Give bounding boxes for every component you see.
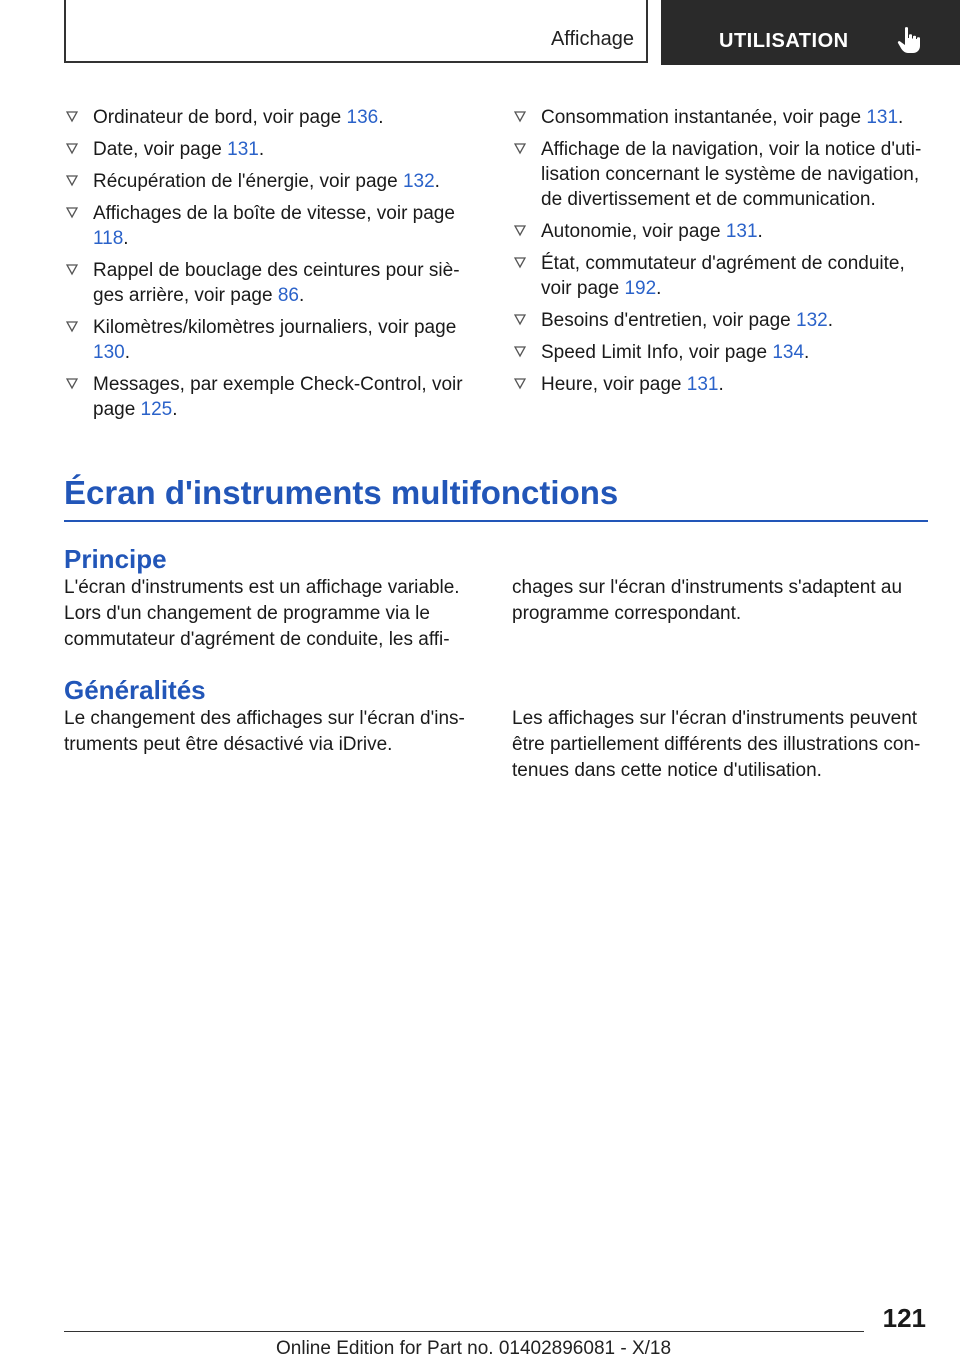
- header-section-title: Affichage: [550, 28, 634, 50]
- hand-pointer-icon: [897, 26, 921, 54]
- generalites-text-left: Le changement des affichages sur l'écran d'instruments peut être désactivé via iDrive.: [64, 708, 465, 755]
- list-item-end: .: [298, 285, 305, 306]
- generalites-heading: Généralités: [64, 675, 206, 705]
- list-item-end: .: [258, 139, 265, 160]
- page-link[interactable]: 131: [686, 374, 719, 395]
- list-item: [512, 308, 928, 333]
- main-section-title: Écran d'instruments multifonctions: [64, 474, 928, 522]
- right-bullet-list: [512, 105, 928, 397]
- list-item-text: Affichages de la boîte de vitesse, voir page: [93, 203, 455, 224]
- list-item-text: Autonomie, voir page: [541, 221, 726, 242]
- list-item-end: .: [172, 399, 178, 420]
- list-item: [512, 219, 928, 244]
- page-link[interactable]: 131: [866, 107, 899, 128]
- list-item-text: Ordinateur de bord, voir page: [93, 107, 347, 128]
- triangle-bullet-icon: [66, 207, 78, 219]
- header-chapter-box: [661, 0, 960, 65]
- page-link[interactable]: 131: [725, 221, 758, 242]
- list-item-end: .: [898, 107, 904, 128]
- list-item-text: État, commutateur d'agrément de conduite, voir page: [541, 253, 905, 299]
- list-item-end: .: [124, 342, 130, 363]
- list-item-text: Consommation instantanée, voir page: [541, 107, 867, 128]
- triangle-bullet-icon: [66, 264, 78, 276]
- page-link[interactable]: 118: [93, 228, 124, 249]
- page-link[interactable]: 125: [140, 399, 173, 420]
- list-item-text: Messages, par exemple Check-Control, voir page: [93, 374, 463, 420]
- triangle-bullet-icon: [66, 175, 78, 187]
- page-link[interactable]: 86: [277, 285, 299, 306]
- list-item-text: Heure, voir page: [541, 374, 687, 395]
- list-item-end: .: [827, 310, 833, 331]
- page-link[interactable]: 130: [93, 342, 125, 363]
- page-link[interactable]: 132: [402, 171, 435, 192]
- list-item: [512, 251, 928, 301]
- list-item-end: .: [656, 278, 662, 299]
- left-bullet-list-column: [64, 105, 474, 429]
- list-item: [512, 105, 928, 130]
- triangle-bullet-icon: [514, 111, 526, 123]
- page-link[interactable]: 131: [227, 139, 259, 160]
- list-item: [64, 258, 474, 308]
- list-item: [64, 315, 474, 365]
- page-link[interactable]: 132: [796, 310, 828, 331]
- list-item-text: Affichage de la navigation, voir la notice d'utilisation concernant le système de navigation, de divertissement et de communication.: [541, 139, 922, 210]
- list-item-end: .: [757, 221, 763, 242]
- triangle-bullet-icon: [514, 378, 526, 390]
- list-item-text: Kilomètres/kilomètres journaliers, voir page: [93, 317, 457, 338]
- page-link[interactable]: 192: [624, 278, 657, 299]
- list-item-end: .: [378, 107, 384, 128]
- list-item-text: Rappel de bouclage des ceintures pour sièges arrière, voir page: [93, 260, 460, 306]
- triangle-bullet-icon: [514, 225, 526, 237]
- list-item-end: .: [718, 374, 724, 395]
- list-item: [512, 137, 928, 212]
- triangle-bullet-icon: [66, 378, 78, 390]
- list-item-end: .: [804, 342, 810, 363]
- generalites-text-right: Les affichages sur l'écran d'instruments peuvent être partiellement différents des illustrations contenues dans cette notice d'utilisation.: [512, 708, 921, 781]
- page-number: 121: [882, 1303, 926, 1333]
- header-section-box: [64, 0, 648, 63]
- list-item: [64, 137, 474, 162]
- list-item: [512, 372, 928, 397]
- list-item-text: Speed Limit Info, voir page: [541, 342, 773, 363]
- triangle-bullet-icon: [514, 143, 526, 155]
- principe-text-left: L'écran d'instruments est un affichage variable. Lors d'un changement de programme via le commutateur d'agrément de conduite, les affi-: [64, 577, 460, 650]
- header-chapter-title: UTILISATION: [719, 30, 849, 52]
- triangle-bullet-icon: [514, 314, 526, 326]
- triangle-bullet-icon: [66, 143, 78, 155]
- principe-heading: Principe: [64, 544, 167, 574]
- triangle-bullet-icon: [66, 321, 78, 333]
- list-item-text: Besoins d'entretien, voir page: [541, 310, 797, 331]
- principe-text-right: chages sur l'écran d'instruments s'adaptent au programme correspondant.: [512, 577, 903, 624]
- list-item-end: .: [434, 171, 440, 192]
- page-link[interactable]: 136: [346, 107, 379, 128]
- list-item: [64, 201, 474, 251]
- triangle-bullet-icon: [514, 346, 526, 358]
- left-bullet-list: [64, 105, 474, 422]
- list-item: [64, 169, 474, 194]
- edition-text: Online Edition for Part no. 01402896081 - X/18: [276, 1338, 672, 1359]
- list-item: [512, 340, 928, 365]
- list-item-end: .: [123, 228, 129, 249]
- list-item-text: Date, voir page: [93, 139, 228, 160]
- list-item: [64, 372, 474, 422]
- footer-divider: [64, 1331, 864, 1332]
- triangle-bullet-icon: [514, 257, 526, 269]
- right-bullet-list-column: [512, 105, 928, 404]
- list-item: [64, 105, 474, 130]
- page-link[interactable]: 134: [772, 342, 805, 363]
- triangle-bullet-icon: [66, 111, 78, 123]
- list-item-text: Récupération de l'énergie, voir page: [93, 171, 403, 192]
